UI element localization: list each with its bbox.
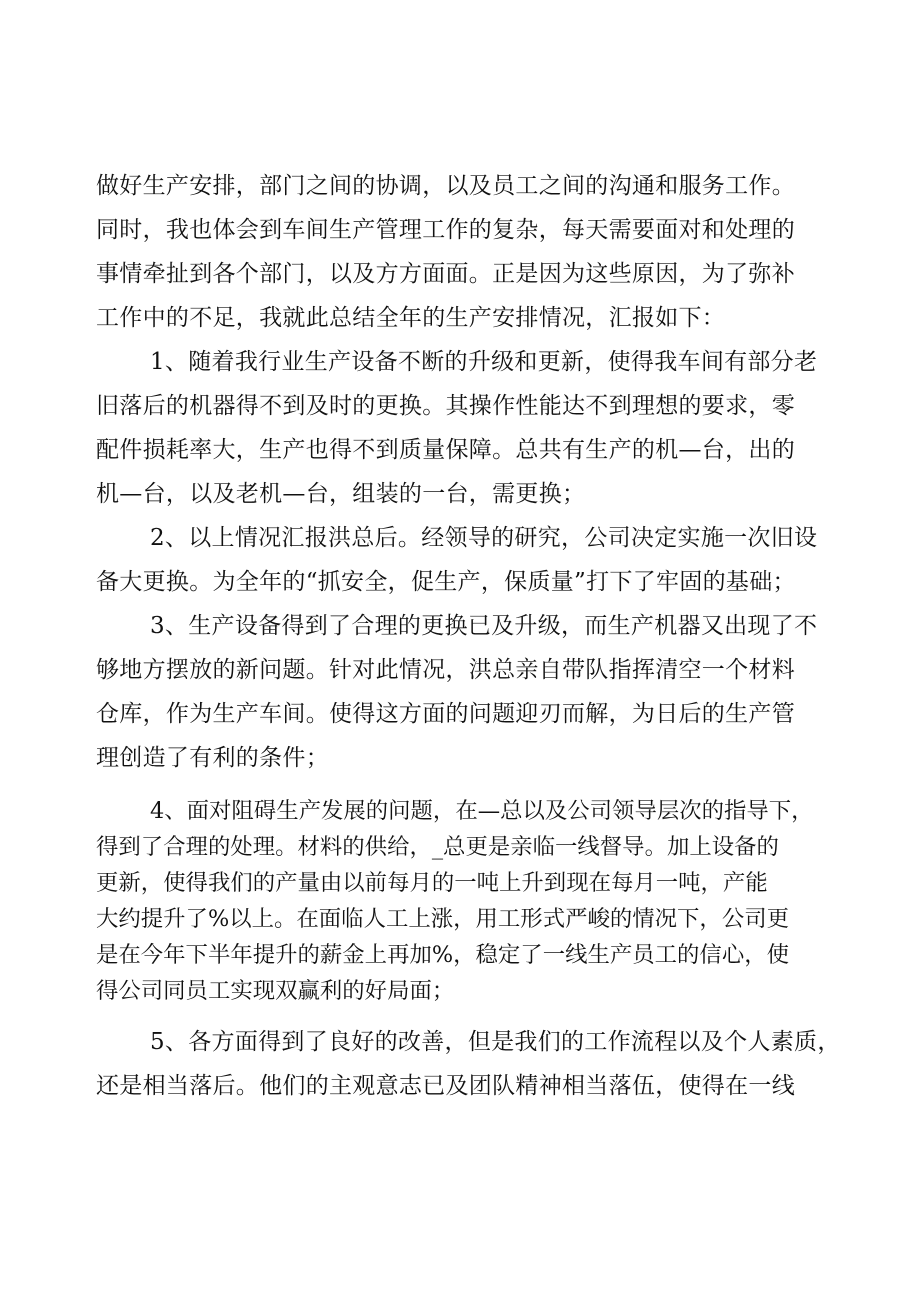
- paragraph-line: 还是相当落后。他们的主观意志已及团队精神相当落伍，使得在一线: [96, 1073, 795, 1099]
- paragraph-line: 同时，我也体会到车间生产管理工作的复杂，每天需要面对和处理的: [96, 217, 795, 243]
- paragraph-line: 得公司同员工实现双赢利的好局面；: [96, 978, 455, 1004]
- paragraph-line: 仓库，作为生产车间。使得这方面的问题迎刃而解，为日后的生产管: [96, 701, 795, 727]
- paragraph-line: 够地方摆放的新问题。针对此情况，洪总亲自带队指挥清空一个材料: [96, 657, 795, 683]
- paragraph-line: 配件损耗率大，生产也得不到质量保障。总共有生产的机—台，出的: [96, 437, 795, 463]
- paragraph-line: 5、各方面得到了良好的改善，但是我们的工作流程以及个人素质，: [150, 1029, 841, 1055]
- paragraph-line: 2、以上情况汇报洪总后。经领导的研究，公司决定实施一次旧设: [150, 525, 818, 551]
- paragraph-line: 事情牵扯到各个部门，以及方方面面。正是因为这些原因，为了弥补: [96, 261, 795, 287]
- paragraph-line: 是在今年下半年提升的薪金上再加%，稳定了一线生产员工的信心，使: [96, 942, 789, 968]
- paragraph-line: 机—台，以及老机—台，组装的一台，需更换；: [96, 481, 586, 507]
- paragraph-line: 工作中的不足，我就此总结全年的生产安排情况，汇报如下：: [96, 305, 726, 331]
- paragraph-line: 旧落后的机器得不到及时的更换。其操作性能达不到理想的要求，零: [96, 393, 795, 419]
- paragraph-line: 做好生产安排，部门之间的协调，以及员工之间的沟通和服务工作。: [96, 173, 795, 199]
- paragraph-line: 4、面对阻碍生产发展的问题，在—总以及公司领导层次的指导下，: [150, 798, 814, 824]
- paragraph-line: 理创造了有利的条件；: [96, 745, 329, 771]
- paragraph-line: 得到了合理的处理。材料的供给，_总更是亲临一线督导。加上设备的: [96, 834, 779, 860]
- paragraph-line: 1、随着我行业生产设备不断的升级和更新，使得我车间有部分老: [150, 349, 818, 375]
- paragraph-line: 大约提升了%以上。在面临人工上涨，用工形式严峻的情况下，公司更: [96, 906, 789, 932]
- paragraph-line: 更新，使得我们的产量由以前每月的一吨上升到现在每月一吨，产能: [96, 870, 768, 896]
- paragraph-line: 备大更换。为全年的“抓安全，促生产，保质量”打下了牢固的基础；: [96, 569, 796, 595]
- paragraph-line: 3、生产设备得到了合理的更换已及升级，而生产机器又出现了不: [150, 613, 818, 639]
